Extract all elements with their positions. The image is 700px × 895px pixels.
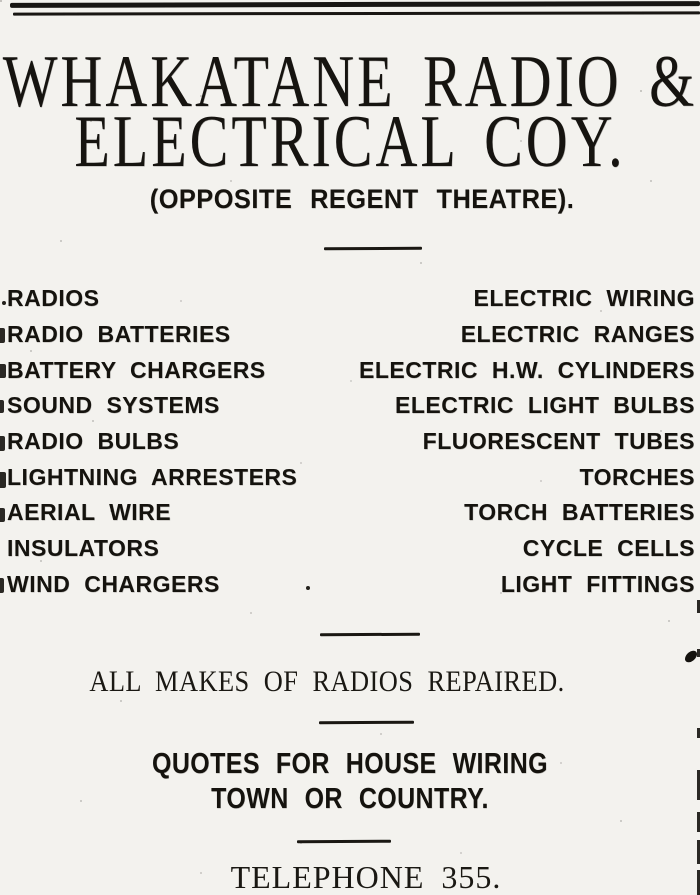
- section-divider-4: [297, 840, 391, 843]
- scan-artifact-dot: [306, 586, 310, 590]
- company-title-line2: ELECTRICAL COY.: [74, 99, 626, 183]
- product-left: INSULATORS: [7, 535, 160, 562]
- location-note: (OPPOSITE REGENT THEATRE).: [149, 184, 575, 214]
- product-list: [7, 281, 695, 602]
- scan-artifact-left-rule: [0, 364, 6, 378]
- scan-artifact-left-rule: [0, 578, 4, 593]
- scan-artifact-left-rule: [0, 436, 5, 451]
- product-left: LIGHTNING ARRESTERS: [7, 463, 298, 490]
- product-row: [7, 388, 695, 424]
- quotes-note-line1: QUOTES FOR HOUSE WIRING: [152, 748, 548, 780]
- product-row: [7, 281, 695, 317]
- top-rule-thick: [10, 1, 700, 8]
- scan-artifact-left-rule: [0, 400, 4, 413]
- section-divider-3: [319, 721, 414, 724]
- product-left: WIND CHARGERS: [7, 570, 220, 597]
- product-right: TORCHES: [579, 463, 695, 490]
- product-left: RADIO BATTERIES: [7, 321, 231, 348]
- product-row: [7, 459, 695, 495]
- product-left: AERIAL WIRE: [7, 499, 172, 526]
- quotes-note-line2: TOWN OR COUNTRY.: [211, 783, 489, 815]
- product-left: RADIO BULBS: [7, 428, 180, 455]
- section-divider-2: [320, 633, 420, 637]
- scan-artifact-left-rule: [0, 328, 5, 343]
- product-row: [7, 352, 695, 388]
- scan-artifact-dot: [2, 301, 6, 305]
- product-right: ELECTRIC LIGHT BULBS: [395, 392, 695, 419]
- product-left: BATTERY CHARGERS: [7, 356, 266, 383]
- product-left: SOUND SYSTEMS: [7, 392, 220, 419]
- repair-note: ALL MAKES OF RADIOS REPAIRED.: [89, 665, 565, 698]
- product-right: ELECTRIC RANGES: [460, 321, 695, 348]
- section-divider-1: [324, 247, 422, 251]
- product-right: LIGHT FITTINGS: [500, 570, 695, 597]
- product-row: [7, 424, 695, 460]
- quotes-note: [49, 747, 651, 817]
- product-right: ELECTRIC WIRING: [473, 285, 695, 312]
- scan-artifact-left-rule: [0, 508, 5, 522]
- product-left: RADIOS: [7, 285, 100, 312]
- company-title-line1: WHAKATANE RADIO &: [2, 39, 698, 123]
- product-right: TORCH BATTERIES: [464, 499, 695, 526]
- product-right: ELECTRIC H.W. CYLINDERS: [358, 356, 695, 383]
- product-row: [7, 567, 695, 603]
- telephone-line: TELEPHONE 355.: [230, 859, 502, 895]
- company-title: [0, 39, 700, 183]
- scan-artifact-left-rule: [0, 472, 6, 488]
- product-row: [7, 531, 695, 567]
- product-row: [7, 495, 695, 531]
- product-right: FLUORESCENT TUBES: [422, 428, 695, 455]
- top-rule-thin: [13, 11, 700, 15]
- product-row: [7, 317, 695, 353]
- product-right: CYCLE CELLS: [522, 535, 695, 562]
